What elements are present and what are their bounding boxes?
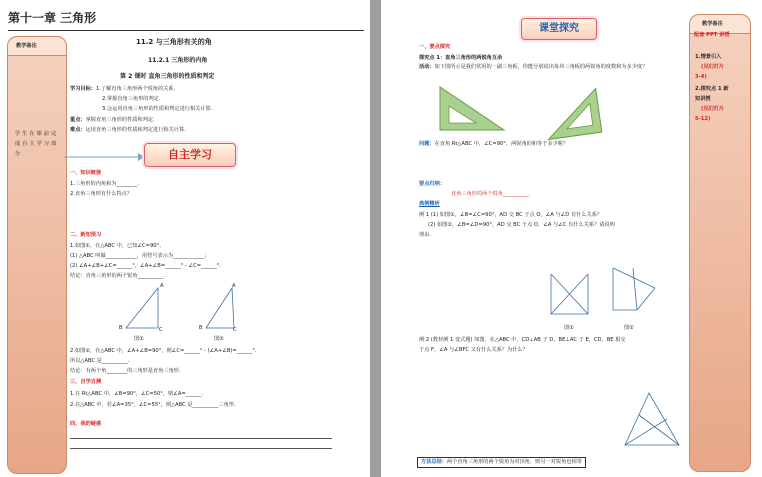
s2-conclusion2: 结论：有两个角________的三角形是直角三角形. [70, 368, 181, 374]
s1-title: 一、知识链接 [70, 170, 102, 176]
question-row [419, 141, 568, 148]
fig2-letter-a: A [232, 283, 236, 289]
section-title: 11.2 与三角形有关的角 [136, 38, 212, 46]
key-row [70, 117, 155, 124]
method-label: 方法总结： [421, 459, 447, 465]
example-figure-3 [621, 389, 683, 451]
left-page [0, 0, 370, 477]
s2-conclusion: 结论：直角三角形的两个锐角__________. [70, 273, 166, 279]
ex2-line-b: 于点 F，∠A 与∠BFC 又有什么关系？为什么？ [419, 347, 528, 353]
ex-fig2-label: 图② [624, 325, 634, 331]
summary-text: 直角三角形的两个锐角__________. [451, 191, 531, 197]
goal-1: 1.了解直角三角形两个锐角的关系. [95, 86, 176, 92]
difficulty-text: 运用直角三角形的性质和判定进行相关计算. [85, 127, 186, 133]
sidebar-right-title: 教学备注 [702, 21, 723, 27]
example-label: 典例精析 [419, 201, 440, 207]
r-s1-title: 一、要点探究 [419, 44, 451, 50]
example-figure-2 [603, 264, 661, 322]
fig2-letter-c: C [233, 327, 237, 333]
fig1-letter-b: B [119, 325, 123, 331]
s3-q1: 1.在 Rt△ABC 中，∠B=90°，∠C=50°，则∠A=______. [70, 391, 203, 397]
goals-row [70, 86, 175, 93]
answer-line-1 [70, 438, 332, 439]
s2-q3: 2.如图②，在△ABC 中，∠A+∠B=90°，则∠C=______° - (∠A+∠B)=______°. [70, 348, 257, 354]
lesson-title: 第 2 课时 直角三角形的性质和判定 [120, 73, 215, 80]
pointer-arrow [62, 150, 144, 162]
sidebar-item2-a: 2.探究点 1 新 [695, 86, 729, 92]
method-summary [417, 457, 586, 468]
figure-2 [198, 284, 248, 334]
goal-3: 3.会运用直角三角形的性质和判定进行相关计算. [102, 106, 213, 112]
s1-q1: 1.三角形的内角和为________. [70, 181, 139, 187]
s2-q2: (2) ∠A+∠B+∠C=______°，∠A+∠B=______° - ∠C=______°. [70, 263, 221, 269]
difficulty-row [70, 127, 186, 134]
sidebar-item1-c: 3-4) [695, 74, 707, 80]
s4-title: 四、我的疑惑 [70, 421, 102, 427]
s2-title: 二、新知预习 [70, 232, 102, 238]
activity-label: 活动： [419, 64, 435, 70]
sidebar-note: 学生在课前完成自主学习部分 [15, 131, 59, 157]
answer-line-2 [70, 448, 332, 449]
fig1-label: 图① [134, 336, 144, 342]
teaching-notes-sidebar-right [689, 14, 751, 472]
sidebar-right-subtitle: 配套 PPT 讲授 [694, 32, 730, 38]
sidebar-item2-b: 知讲授 [695, 96, 711, 102]
ex-fig1-label: 图① [564, 325, 574, 331]
sidebar-title: 教学备注 [16, 43, 37, 49]
activity-row [419, 64, 685, 71]
set-square-30-60 [437, 84, 507, 134]
key-label: 重点： [70, 117, 86, 123]
s1-q2: 2.直角三角形有什么特点？ [70, 191, 133, 197]
point1-title: 探究点 1：直角三角形的两锐角互余 [419, 55, 503, 61]
ex1-line-c: 理由. [419, 232, 432, 238]
s2-q3b: 所以△ABC 是__________. [70, 358, 130, 364]
fig2-letter-b: B [199, 325, 203, 331]
class-inquiry-banner: 课堂探究 [521, 18, 597, 40]
activity-text: 如下图所示是我们常用的一副三角板，你能分别说出每块三角板的两锐角的度数和为多少度？ [434, 64, 648, 70]
goal-2: 2.掌握直角三角形的判定. [102, 96, 161, 102]
self-study-banner: 自主学习 [144, 143, 236, 167]
chapter-title: 第十一章 三角形 [8, 11, 97, 25]
summary-label: 要点归纳： [419, 181, 445, 187]
difficulty-label: 难点： [70, 127, 86, 133]
fig1-letter-c: C [159, 327, 163, 333]
ex2-line-a: 例 2 (教材例 1 变式题) 如图，在△ABC 中，CD⊥AB 于 D，BE⊥AC 于 E，CD，BE 相交 [419, 337, 626, 343]
method-text: 两个直角三角形的两个锐角为对顶角，则另一对锐角也相等 [446, 459, 582, 465]
s2-q1: (1) △ABC 叫做____________，用符号表示为____________； [70, 253, 210, 259]
fig1-letter-a: A [160, 283, 164, 289]
right-page [381, 0, 762, 477]
s2-intro: 1.如图①，在△ABC 中，已知∠C=90°， [70, 243, 165, 249]
fig2-label: 图② [214, 336, 224, 342]
teaching-notes-sidebar [7, 36, 67, 474]
ex1-line-b: (2) 如图②，∠B=∠D=90°，AD 交 BC 于点 O，∠A 与∠C 有什么关系？请说明 [428, 222, 615, 228]
s3-title: 三、自学自测 [70, 379, 102, 385]
ex1-line-a: 例 1 (1) 如图①，∠B=∠C=90°，AD 交 BC 于点 O，∠A 与∠D 有什么关系？ [419, 212, 603, 218]
s3-q2: 2.在△ABC 中，若∠A=35°，∠C=55°，则△ABC 是__________三角形. [70, 402, 236, 408]
question-text: 在直角 Rt△ABC 中，∠C=90°，两锐角的和等于多少呢？ [434, 141, 569, 147]
header-rule [8, 30, 364, 31]
sidebar-item1-a: 1.情景引入 [695, 54, 722, 60]
question-label: 问题： [419, 141, 435, 147]
sidebar-item1-b: (见幻灯片 [701, 64, 725, 70]
set-square-45 [541, 88, 603, 140]
subsection-title: 11.2.1 三角形的内角 [148, 57, 208, 64]
goals-label: 学习目标： [70, 86, 96, 92]
example-figure-1 [546, 268, 596, 324]
sidebar-item2-c: (见幻灯片 [701, 106, 725, 112]
sidebar-item2-d: 5-12) [695, 116, 711, 122]
key-text: 掌握直角三角形的性质和判定. [85, 117, 155, 123]
